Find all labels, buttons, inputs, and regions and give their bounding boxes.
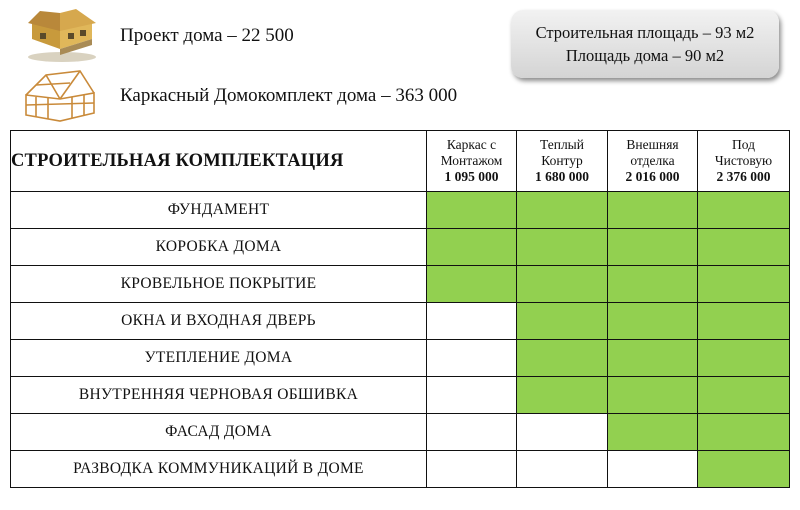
project-price-text: Проект дома – 22 500: [120, 25, 294, 46]
inclusion-cell: [427, 414, 517, 451]
column-header: [608, 131, 698, 192]
stage-label: КРОВЕЛЬНОЕ ПОКРЫТИЕ: [11, 266, 427, 303]
column-price: 1 680 000: [535, 169, 589, 184]
inclusion-cell: [608, 340, 698, 377]
table-row: [11, 377, 790, 414]
column-header: [698, 131, 790, 192]
table-row: [11, 303, 790, 340]
column-label-line1: Каркас с: [446, 137, 497, 152]
column-price: 1 095 000: [444, 169, 499, 184]
inclusion-cell: [517, 414, 608, 451]
inclusion-cell: [517, 303, 608, 340]
inclusion-cell: [698, 377, 790, 414]
inclusion-cell: [608, 414, 698, 451]
kit-row: [20, 68, 457, 124]
inclusion-cell: [608, 266, 698, 303]
inclusion-cell: [427, 303, 517, 340]
inclusion-cell: [427, 451, 517, 488]
column-header: [517, 131, 608, 192]
inclusion-cell: [608, 451, 698, 488]
column-label-line1: Под: [732, 137, 755, 152]
inclusion-cell: [608, 377, 698, 414]
table-row: [11, 414, 790, 451]
configuration-table: [10, 130, 790, 488]
stage-label: ОКНА И ВХОДНАЯ ДВЕРЬ: [11, 303, 427, 340]
inclusion-cell: [698, 451, 790, 488]
inclusion-cell: [427, 377, 517, 414]
column-label-line1: Внешняя: [626, 137, 679, 152]
inclusion-cell: [698, 266, 790, 303]
kit-price-text: Каркасный Домокомплект дома – 363 000: [120, 85, 458, 106]
inclusion-cell: [517, 192, 608, 229]
inclusion-cell: [608, 229, 698, 266]
column-label-line2: Монтажом: [440, 153, 503, 168]
table-title: СТРОИТЕЛЬНАЯ КОМПЛЕКТАЦИЯ: [11, 131, 427, 192]
inclusion-cell: [427, 229, 517, 266]
inclusion-cell: [517, 451, 608, 488]
inclusion-cell: [427, 192, 517, 229]
inclusion-cell: [517, 340, 608, 377]
inclusion-cell: [608, 303, 698, 340]
stage-label: ФАСАД ДОМА: [11, 414, 427, 451]
stage-label: КОРОБКА ДОМА: [11, 229, 427, 266]
project-row: [20, 6, 294, 66]
column-label-line2: Чистовую: [714, 153, 773, 168]
column-header: [427, 131, 517, 192]
table-row: [11, 451, 790, 488]
inclusion-cell: [698, 340, 790, 377]
house-area-text: Площадь дома – 90 м2: [565, 46, 725, 65]
table-row: [11, 266, 790, 303]
stage-label: ФУНДАМЕНТ: [11, 192, 427, 229]
table-row: [11, 340, 790, 377]
inclusion-cell: [608, 192, 698, 229]
inclusion-cell: [517, 229, 608, 266]
inclusion-cell: [698, 229, 790, 266]
inclusion-cell: [698, 192, 790, 229]
column-price: 2 016 000: [625, 169, 680, 184]
house-project-image: [20, 9, 100, 63]
frame-house-kit-image: [20, 69, 100, 123]
stage-label: РАЗВОДКА КОММУНИКАЦИЙ В ДОМЕ: [11, 451, 427, 488]
stage-label: УТЕПЛЕНИЕ ДОМА: [11, 340, 427, 377]
building-area-text: Строительная площадь – 93 м2: [535, 23, 755, 42]
table-row: [11, 229, 790, 266]
column-price: 2 376 000: [716, 169, 771, 184]
inclusion-cell: [698, 303, 790, 340]
area-info-box: [511, 10, 779, 78]
table-row: [11, 192, 790, 229]
inclusion-cell: [517, 266, 608, 303]
inclusion-cell: [698, 414, 790, 451]
inclusion-cell: [427, 340, 517, 377]
column-label-line2: отделка: [630, 153, 675, 168]
stage-label: ВНУТРЕННЯЯ ЧЕРНОВАЯ ОБШИВКА: [11, 377, 427, 414]
inclusion-cell: [427, 266, 517, 303]
table-header-row: [11, 131, 790, 192]
inclusion-cell: [517, 377, 608, 414]
column-label-line2: Контур: [541, 153, 583, 168]
table-body: [11, 192, 790, 488]
column-label-line1: Теплый: [540, 137, 584, 152]
